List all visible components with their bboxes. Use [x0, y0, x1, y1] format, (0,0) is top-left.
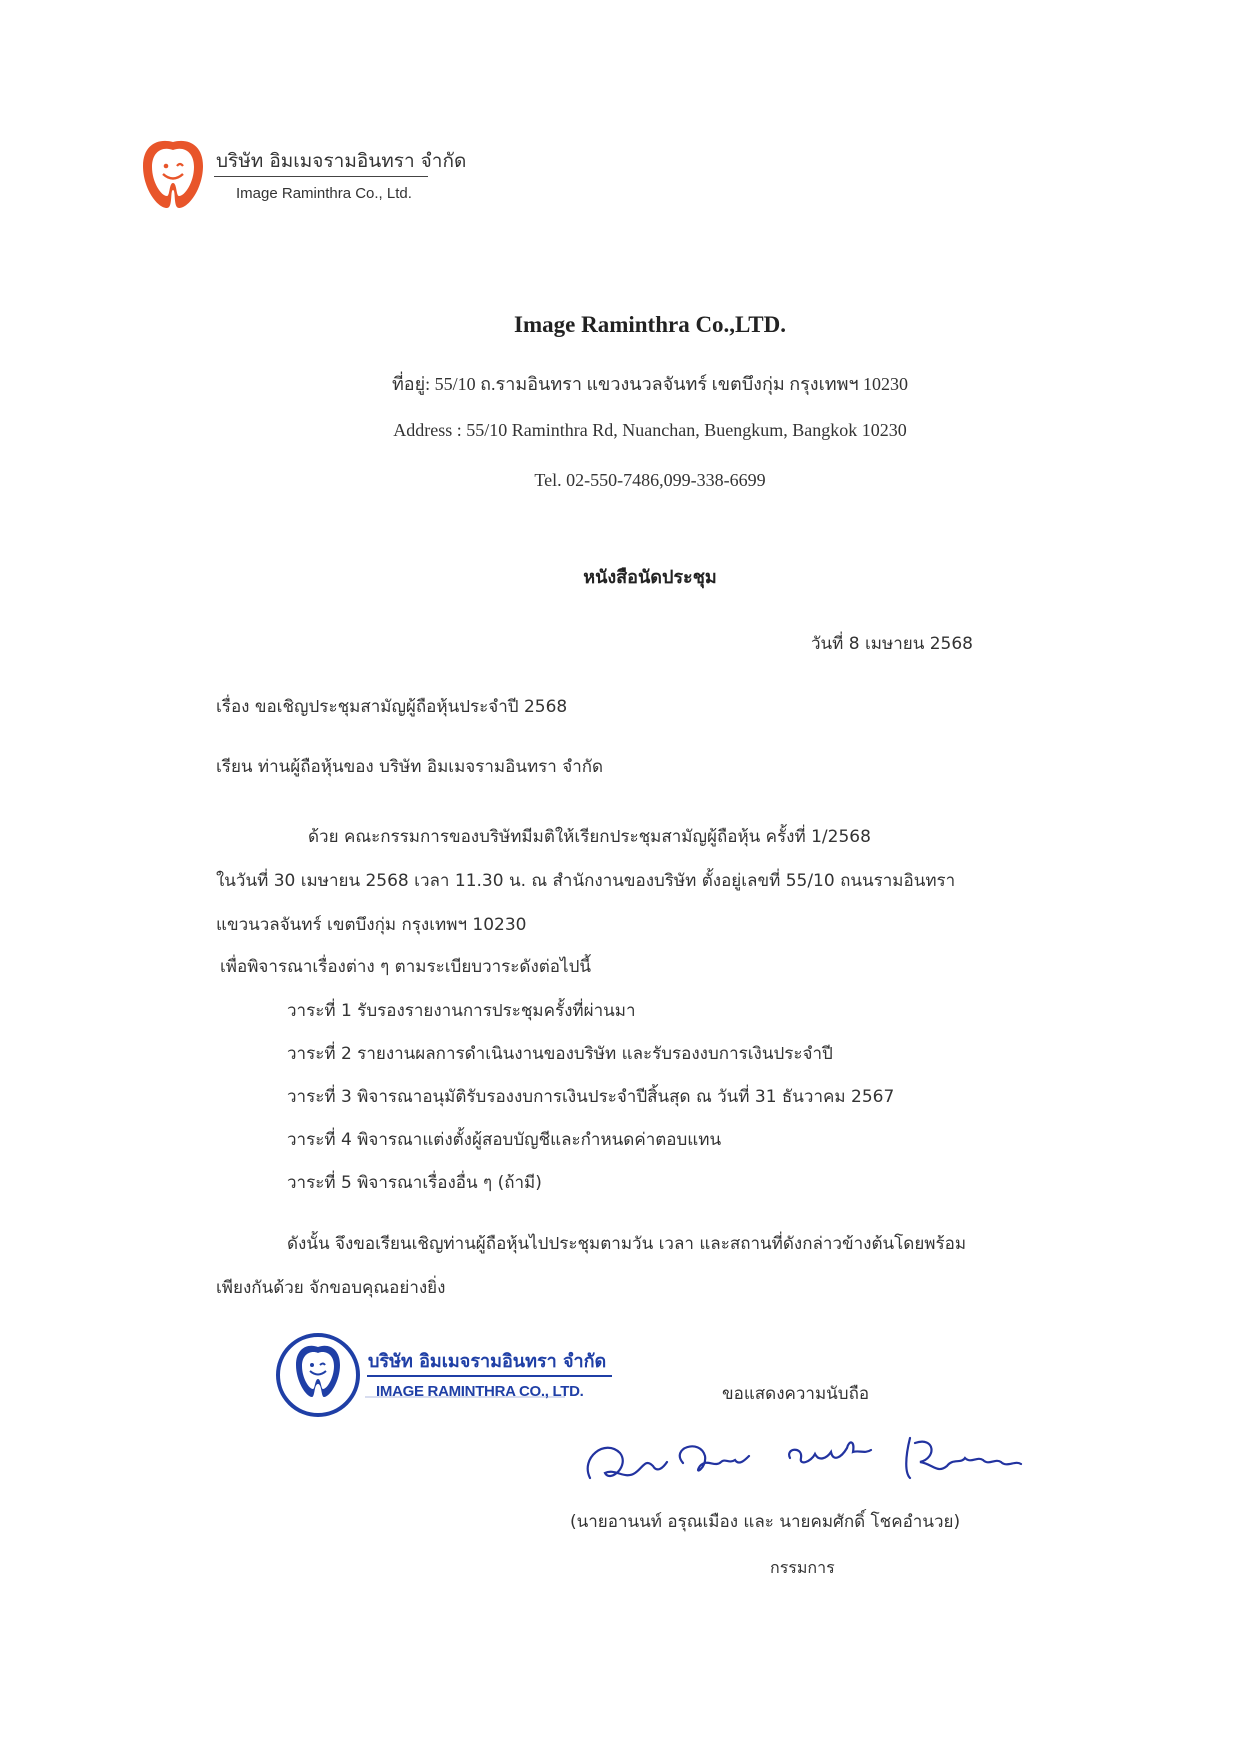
document-date: วันที่ 8 เมษายน 2568	[810, 634, 973, 654]
company-title: Image Raminthra Co.,LTD.	[514, 312, 786, 337]
agenda-item: วาระที่ 5 พิจารณาเรื่องอื่น ๆ (ถ้ามี)	[287, 1173, 542, 1193]
letterhead-divider	[214, 176, 428, 177]
body-line: ด้วย คณะกรรมการของบริษัทมีมติให้เรียกประชุมสามัญผู้ถือหุ้น ครั้งที่ 1/2568	[308, 827, 871, 847]
company-stamp-icon	[265, 1325, 625, 1435]
agenda-item: วาระที่ 1 รับรองรายงานการประชุมครั้งที่ผ่านมา	[287, 1001, 636, 1021]
subject-line: เรื่อง ขอเชิญประชุมสามัญผู้ถือหุ้นประจำปี 2568	[216, 697, 568, 717]
signatory-position: กรรมการ	[770, 1558, 835, 1577]
stamp-name-english: IMAGE RAMINTHRA CO., LTD.	[376, 1383, 584, 1400]
body-line: เพื่อพิจารณาเรื่องต่าง ๆ ตามระเบียบวาระดังต่อไปนี้	[220, 957, 591, 977]
signatory-names: (นายอานนท์ อรุณเมือง และ นายคมศักดิ์ โชคอำนวย)	[570, 1512, 961, 1532]
closing-line: ดังนั้น จึงขอเรียนเชิญท่านผู้ถือหุ้นไปประชุมตามวัน เวลา และสถานที่ดังกล่าวข้างต้นโดยพร้อม	[287, 1234, 967, 1254]
company-address-english: Address : 55/10 Raminthra Rd, Nuanchan, Buengkum, Bangkok 10230	[393, 420, 907, 440]
body-line: ในวันที่ 30 เมษายน 2568 เวลา 11.30 น. ณ สำนักงานของบริษัท ตั้งอยู่เลขที่ 55/10 ถนนรามอินทรา	[216, 871, 956, 891]
handwritten-signature-icon	[575, 1418, 1075, 1508]
letterhead-name-english: Image Raminthra Co., Ltd.	[236, 185, 412, 202]
salutation-line: เรียน ท่านผู้ถือหุ้นของ บริษัท อิมเมจรามอินทรา จำกัด	[216, 757, 604, 777]
agenda-item: วาระที่ 2 รายงานผลการดำเนินงานของบริษัท และรับรองงบการเงินประจำปี	[287, 1044, 833, 1064]
document-title: หนังสือนัดประชุม	[583, 567, 717, 588]
body-line: แขวนวลจันทร์ เขตบึงกุ่ม กรุงเทพฯ 10230	[216, 915, 527, 935]
company-telephone: Tel. 02-550-7486,099-338-6699	[534, 470, 766, 490]
agenda-item: วาระที่ 3 พิจารณาอนุมัติรับรองงบการเงินประจำปีสิ้นสุด ณ วันที่ 31 ธันวาคม 2567	[287, 1087, 895, 1107]
closing-line: เพียงกันด้วย จักขอบคุณอย่างยิ่ง	[216, 1278, 446, 1298]
regards-line: ขอแสดงความนับถือ	[722, 1384, 870, 1404]
letterhead-name-thai: บริษัท อิมเมจรามอินทรา จำกัด	[216, 150, 467, 172]
stamp-name-thai: บริษัท อิมเมจรามอินทรา จำกัด	[368, 1351, 607, 1372]
stamp-divider	[367, 1375, 612, 1377]
company-logo-icon	[137, 136, 209, 212]
agenda-item: วาระที่ 4 พิจารณาแต่งตั้งผู้สอบบัญชีและกำหนดค่าตอบแทน	[287, 1130, 722, 1150]
company-address-thai: ที่อยู่: 55/10 ถ.รามอินทรา แขวงนวลจันทร์ เขตบึงกุ่ม กรุงเทพฯ 10230	[391, 374, 909, 394]
